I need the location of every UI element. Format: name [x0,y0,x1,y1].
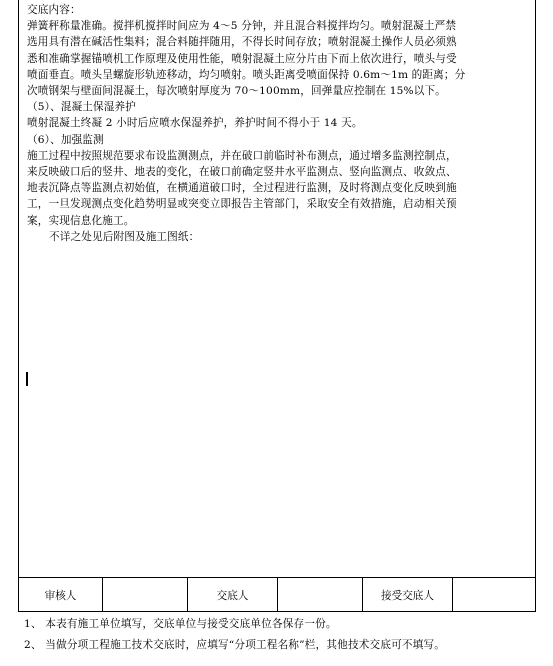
closing-note: 不详之处见后附图及施工图纸： [49,230,200,243]
footnote-2: 2、 当做分项工程施工技术交底时，应填写“分项工程名称”栏，其他技术交底可不填写。 [24,639,446,651]
content-line: 来反映破口后的竖井、地表的变化，在破口前确定竖井水平监测点、竖向监测点、收敛点、 [27,166,457,179]
content-line: 喷面垂直。喷头呈螺旋形轨迹移动，均匀喷射。喷头距离受喷面保持 0.6m～1m 的距离；分 [27,68,466,81]
discloser-label: 交底人 [188,578,278,612]
receiver-field[interactable] [453,578,535,612]
content-line: 喷射混凝土终凝 2 小时后应喷水保湿养护，养护时间不得小于 14 天。 [27,117,363,130]
content-line: 工，一旦发现测点变化趋势明显或突变立即报告主管部门，采取安全有效措施，启动相关预 [27,198,457,211]
disclosure-form [18,0,536,612]
content-line: 案，实现信息化施工。 [27,214,135,227]
reviewer-field[interactable] [103,578,188,612]
content-line: 选用具有潜在碱活性集料；混合料随拌随用，不得长时间存放；喷射混凝土操作人员必须熟 [27,36,457,49]
content-cell[interactable] [19,0,535,578]
signature-row [19,578,535,612]
discloser-field[interactable] [278,578,363,612]
content-line: 悉和准确掌握锚喷机工作原理及使用性能，喷射混凝土应分片由下而上依次进行，喷头与受 [27,52,457,65]
text-cursor [26,372,28,386]
footnote-1: 1、 本表有施工单位填写，交底单位与接受交底单位各保存一份。 [24,618,337,630]
content-line: 次喷钢架与壁面间混凝土，每次喷射厚度为 70～100mm，回弹量应控制在 15%以下。 [27,85,446,98]
content-header: 交底内容： [27,4,81,16]
receiver-label: 接受交底人 [363,578,453,612]
content-line: 弹簧秤称量准确。搅拌机搅拌时间应为 4～5 分钟，并且混合料搅拌均匀。喷射混凝土严禁 [27,20,457,33]
section-heading-5: （5）、混凝土保湿养护 [27,101,137,114]
reviewer-label: 审核人 [19,578,103,612]
content-line: 地表沉降点等监测点初始值，在横通道破口时，全过程进行监测，及时将测点变化反映到施 [27,182,457,195]
content-line: 施工过程中按照规范要求布设监测测点，并在破口前临时补布测点，通过增多监测控制点， [27,149,457,162]
section-heading-6: （6）、加强监测 [27,133,104,146]
footnotes [24,614,539,656]
